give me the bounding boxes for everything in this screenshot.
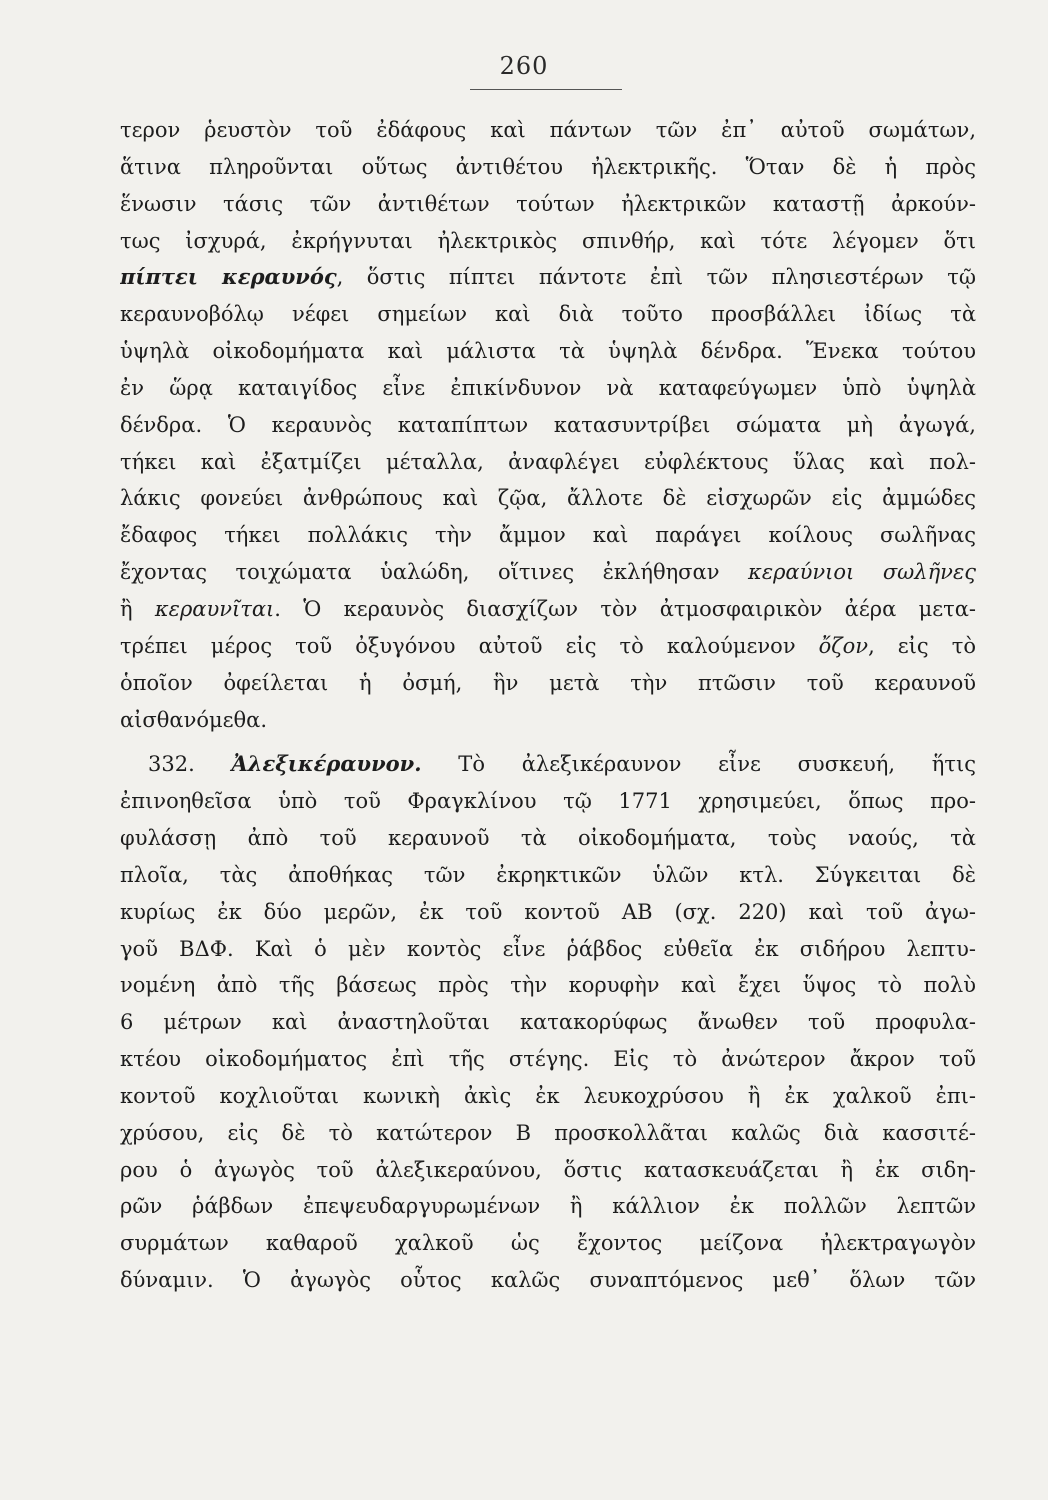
- text-line: λάκις φονεύει ἀνθρώπους καὶ ζῷα, ἄλλοτε δὲ εἰσχωρῶν εἰς ἀμμώδες: [120, 486, 976, 511]
- text-line: τερον ῥευστὸν τοῦ ἐδάφους καὶ πάντων τῶν ἐπ᾽ αὐτοῦ σωμάτων,: [120, 118, 976, 142]
- text-line: ἅτινα πληροῦνται οὕτως ἀντιθέτου ἠλεκτρικῆς. Ὅταν δὲ ἡ πρὸς: [120, 154, 976, 179]
- text-line: κτέου οἰκοδομήματος ἐπὶ τῆς στέγης. Εἰς τὸ ἀνώτερον ἄκρον τοῦ: [120, 1047, 976, 1072]
- text-line: αἰσθανόμεθα.: [120, 707, 268, 732]
- text-line: ρου ὁ ἀγωγὸς τοῦ ἀλεξικεραύνου, ὅστις κατασκευάζεται ἢ ἐκ σιδη-: [120, 1157, 976, 1182]
- text-line: ὁποῖον ὀφείλεται ἡ ὀσμή, ἣν μετὰ τὴν πτῶσιν τοῦ κεραυνοῦ: [120, 670, 976, 695]
- page-number-rule: [470, 89, 622, 90]
- text-line: πλοῖα, τὰς ἀποθήκας τῶν ἐκρηκτικῶν ὑλῶν κτλ. Σύγκειται δὲ: [120, 862, 976, 887]
- text-line: δύναμιν. Ὁ ἀγωγὸς οὗτος καλῶς συναπτόμενος μεθ᾽ ὅλων τῶν: [120, 1268, 976, 1293]
- emphasis-term: κεραυνῖται: [154, 596, 275, 621]
- text-line: συρμάτων καθαροῦ χαλκοῦ ὡς ἔχοντος μείζονα ἠλεκτραγωγὸν: [120, 1231, 976, 1256]
- text-line: δένδρα. Ὁ κεραυνὸς καταπίπτων κατασυντρίβει σώματα μὴ ἀγωγά,: [120, 412, 976, 437]
- text-line: γοῦ ΒΔΦ. Καὶ ὁ μὲν κοντὸς εἶνε ῥάβδος εὐθεῖα ἐκ σιδήρου λεπτυ-: [120, 936, 976, 961]
- page-number: 260: [499, 52, 549, 80]
- text-line: τως ἰσχυρά, ἐκρήγνυται ἠλεκτρικὸς σπινθήρ, καὶ τότε λέγομεν ὅτι: [120, 228, 976, 253]
- text-line: νομένη ἀπὸ τῆς βάσεως πρὸς τὴν κορυφὴν καὶ ἔχει ὕψος τὸ πολὺ: [120, 973, 976, 998]
- text-line: ἐν ὥρᾳ καταιγίδος εἶνε ἐπικίνδυνον νὰ καταφεύγωμεν ὑπὸ ὑψηλὰ: [120, 375, 976, 400]
- text-line: κυρίως ἐκ δύο μερῶν, ἐκ τοῦ κοντοῦ ΑΒ (σχ. 220) καὶ τοῦ ἀγω-: [120, 899, 976, 924]
- text-line: πίπτει κεραυνός, ὅστις πίπτει πάντοτε ἐπὶ τῶν πλησιεστέρων τῷ: [120, 264, 976, 290]
- emphasis-term: πίπτει κεραυνός: [120, 264, 337, 290]
- text-line: ἕνωσιν τάσις τῶν ἀντιθέτων τούτων ἠλεκτρικῶν καταστῇ ἀρκούν-: [120, 191, 976, 216]
- text-line: φυλάσσῃ ἀπὸ τοῦ κεραυνοῦ τὰ οἰκοδομήματα, τοὺς ναούς, τὰ: [120, 826, 976, 851]
- text-line: ὑψηλὰ οἰκοδομήματα καὶ μάλιστα τὰ ὑψηλὰ δένδρα. Ἕνεκα τούτου: [120, 339, 976, 364]
- text-line: χρύσου, εἰς δὲ τὸ κατώτερον Β προσκολλᾶται καλῶς διὰ κασσιτέ-: [120, 1120, 976, 1145]
- text-line: ἔχοντας τοιχώματα ὑαλώδη, οἵτινες ἐκλήθησαν κεραύνιοι σωλῆνες: [120, 560, 976, 585]
- section-title: Ἀλεξικέραυνον.: [231, 751, 422, 777]
- emphasis-term: κεραύνιοι σωλῆνες: [748, 560, 976, 585]
- text-line: κοντοῦ κοχλιοῦται κωνικὴ ἀκὶς ἐκ λευκοχρύσου ἢ ἐκ χαλκοῦ ἐπι-: [120, 1083, 976, 1108]
- body-text: [120, 112, 976, 1299]
- section-heading-line: 332. Ἀλεξικέραυνον. Τὸ ἀλεξικέραυνον εἶνε συσκευή, ἥτις: [148, 751, 976, 777]
- text-line: 6 μέτρων καὶ ἀναστηλοῦται κατακορύφως ἄνωθεν τοῦ προφυλα-: [120, 1010, 976, 1035]
- emphasis-term: ὄζον: [818, 633, 869, 658]
- text-line: τήκει καὶ ἐξατμίζει μέταλλα, ἀναφλέγει εὐφλέκτους ὕλας καὶ πολ-: [120, 449, 976, 474]
- text-line: ἢ κεραυνῖται. Ὁ κεραυνὸς διασχίζων τὸν ἀτμοσφαιρικὸν ἀέρα μετα-: [120, 596, 976, 621]
- text-line: ἐπινοηθεῖσα ὑπὸ τοῦ Φραγκλίνου τῷ 1771 χρησιμεύει, ὅπως προ-: [120, 789, 976, 814]
- text-line: κεραυνοβόλῳ νέφει σημείων καὶ διὰ τοῦτο προσβάλλει ἰδίως τὰ: [120, 302, 976, 327]
- text-line: τρέπει μέρος τοῦ ὀξυγόνου αὐτοῦ εἰς τὸ καλούμενον ὄζον, εἰς τὸ: [120, 633, 976, 658]
- text-line: ἔδαφος τήκει πολλάκις τὴν ἄμμον καὶ παράγει κοίλους σωλῆνας: [120, 523, 976, 548]
- text-line: ρῶν ῥάβδων ἐπεψευδαργυρωμένων ἢ κάλλιον ἐκ πολλῶν λεπτῶν: [120, 1194, 976, 1219]
